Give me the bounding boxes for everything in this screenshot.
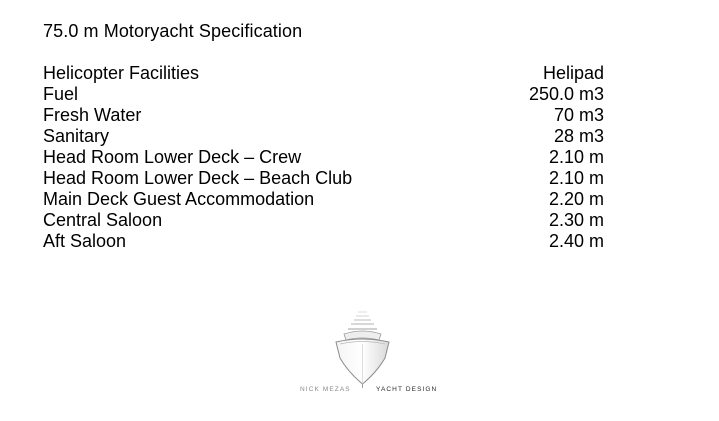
spec-label: Head Room Lower Deck – Beach Club — [43, 168, 353, 188]
spec-value: Helipad — [542, 63, 604, 83]
spec-row-helicopter-facilities — [43, 63, 604, 84]
spec-label: Fresh Water — [43, 105, 142, 125]
spec-row-sanitary — [43, 126, 604, 147]
spec-row-main-deck-guest — [43, 189, 604, 210]
spec-value: 2.10 m — [548, 147, 604, 167]
page-title: 75.0 m Motoryacht Specification — [43, 21, 303, 41]
spec-label: Central Saloon — [43, 210, 163, 230]
logo-text-right: YACHT DESIGN — [376, 386, 438, 393]
spec-row-fresh-water — [43, 105, 604, 126]
spec-row-fuel — [43, 84, 604, 105]
spec-value: 2.40 m — [548, 231, 604, 251]
spec-label: Helicopter Facilities — [43, 63, 200, 83]
spec-row-head-room-beach-club — [43, 168, 604, 189]
spec-row-central-saloon — [43, 210, 604, 231]
spec-value: 2.10 m — [548, 168, 604, 188]
spec-label: Head Room Lower Deck – Crew — [43, 147, 302, 167]
yacht-bow-logo-icon — [300, 308, 425, 388]
spec-label: Aft Saloon — [43, 231, 127, 251]
logo-text-left: NICK MEZAS — [300, 386, 351, 393]
spec-label: Fuel — [43, 84, 79, 104]
company-logo — [300, 308, 438, 400]
spec-label: Main Deck Guest Accommodation — [43, 189, 315, 209]
spec-row-head-room-crew — [43, 147, 604, 168]
spec-value: 70 m3 — [553, 105, 604, 125]
spec-value: 2.30 m — [548, 210, 604, 230]
spec-label: Sanitary — [43, 126, 110, 146]
spec-value: 2.20 m — [548, 189, 604, 209]
spec-value: 250.0 m3 — [528, 84, 604, 104]
spec-table — [43, 63, 604, 252]
spec-value: 28 m3 — [553, 126, 604, 146]
spec-row-aft-saloon — [43, 231, 604, 252]
